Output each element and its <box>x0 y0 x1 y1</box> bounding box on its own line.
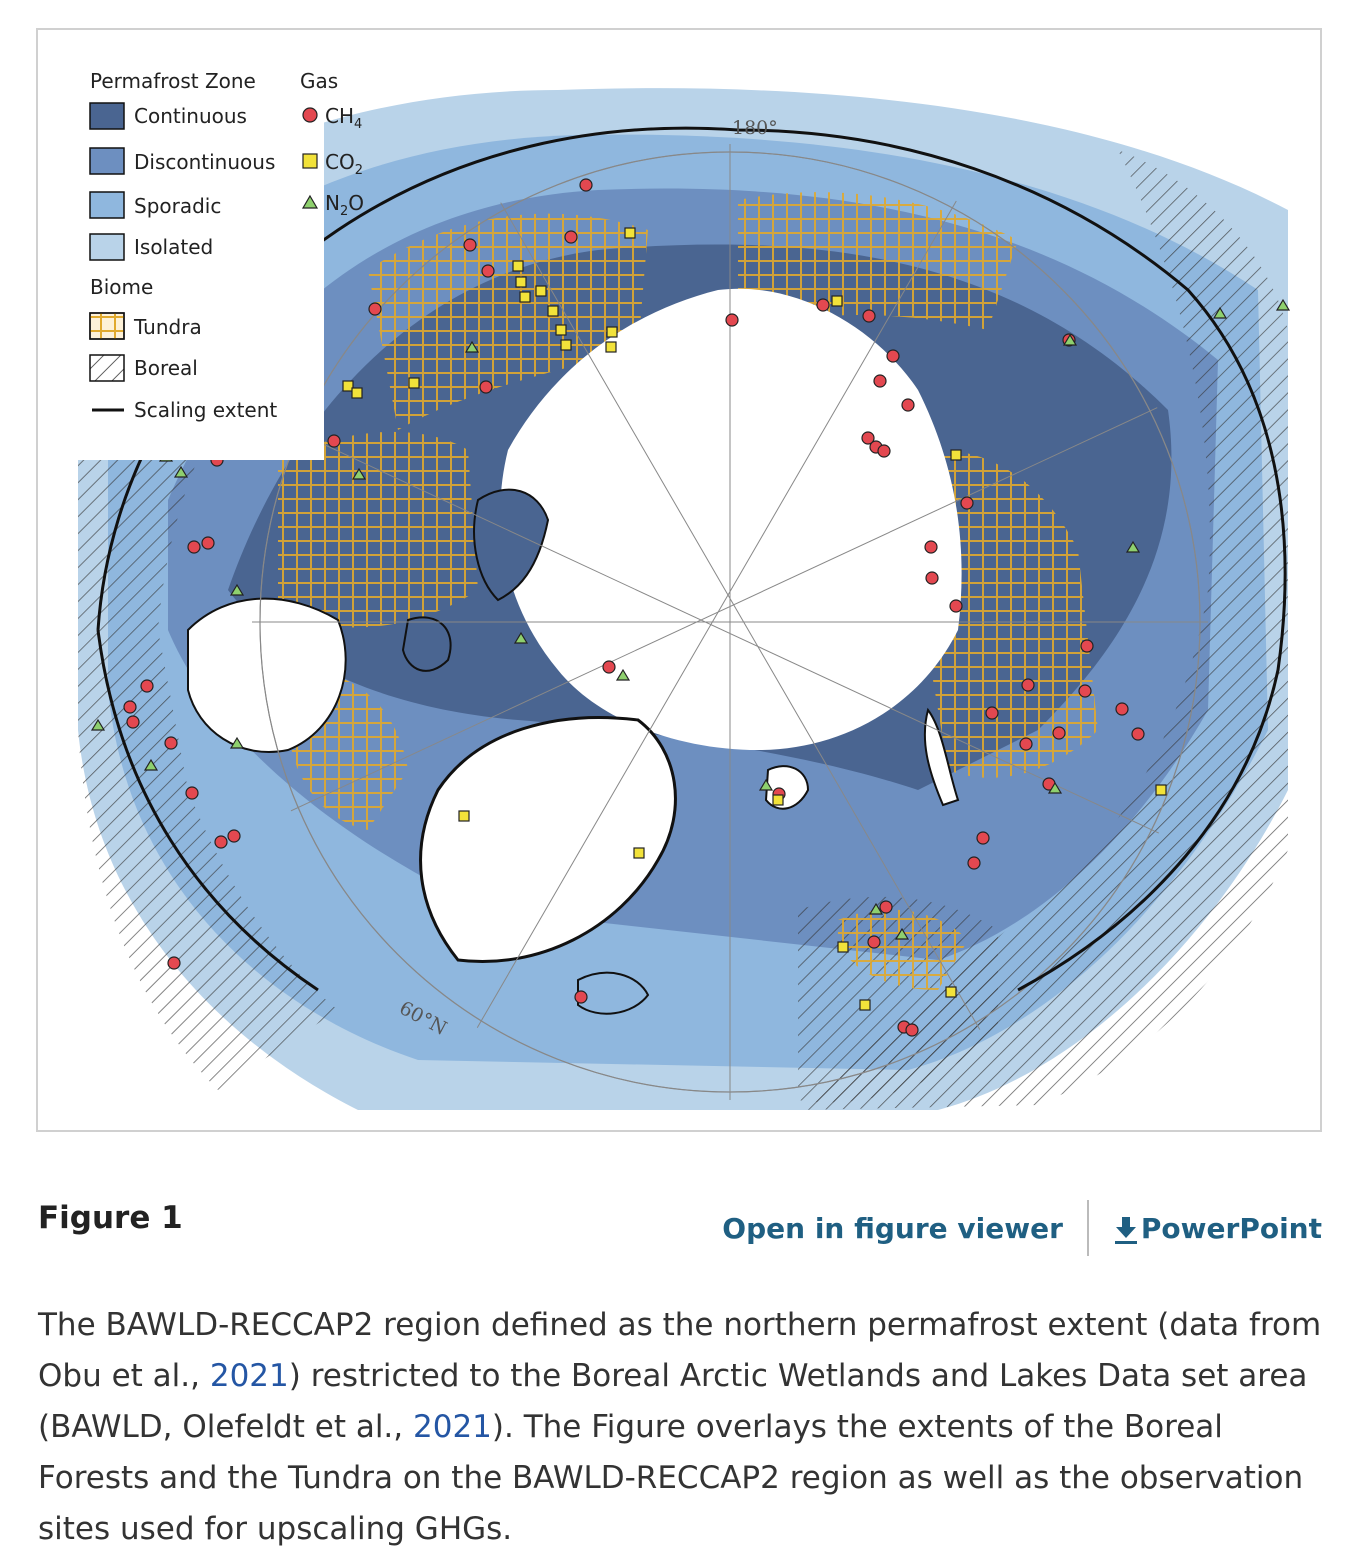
meridian-label: 180° <box>732 117 778 139</box>
legend-permafrost-title: Permafrost Zone <box>90 69 256 93</box>
legend-label-co2: $CO_2$ <box>325 150 363 178</box>
caption-ref-obu[interactable]: 2021 <box>209 1358 289 1394</box>
caption-text-2: ) restricted to the Boreal Arctic Wetlands and Lakes Data set area (BAWLD, Olefeldt et al., <box>38 1358 1308 1445</box>
caption-ref-olefeldt[interactable]: 2021 <box>413 1409 492 1445</box>
legend-label-tundra: Tundra <box>134 315 202 339</box>
figure-links <box>722 1200 1322 1256</box>
legend-label-isolated: Isolated <box>134 235 214 259</box>
arctic-map <box>38 30 1322 1132</box>
legend-ch4-marker <box>303 108 317 122</box>
link-divider <box>1087 1200 1089 1256</box>
legend-swatch-boreal <box>90 355 124 381</box>
legend-label-boreal: Boreal <box>134 356 198 380</box>
powerpoint-label: PowerPoint <box>1140 1211 1322 1245</box>
figure-title: Figure 1 <box>38 1200 183 1236</box>
legend-biome-title: Biome <box>90 275 154 299</box>
legend-swatch-sporadic <box>90 192 124 218</box>
powerpoint-download-link[interactable] <box>1113 1212 1322 1245</box>
figure-caption <box>38 1300 1338 1555</box>
legend-swatch-discontinuous <box>90 148 124 174</box>
caption-text-3: ). The Figure overlays the extents of the Boreal Forests and the Tundra on the BAWLD-RECCAP2 region as well as the observation sites used for upscaling GHGs. <box>38 1409 1304 1547</box>
caption-text-1: The BAWLD-RECCAP2 region defined as the northern permafrost extent (data from Obu et al., <box>38 1307 1322 1394</box>
download-icon <box>1113 1215 1139 1245</box>
legend-gas-title: Gas <box>300 69 339 93</box>
legend-label-continuous: Continuous <box>134 104 247 128</box>
legend-swatch-tundra <box>90 313 124 339</box>
figure-image <box>36 28 1322 1132</box>
legend-co2-marker <box>303 154 317 168</box>
legend-label-discontinuous: Discontinuous <box>134 150 276 174</box>
legend-label-ch4: $CH_4$ <box>325 104 363 132</box>
legend-label-scaling: Scaling extent <box>134 398 278 422</box>
legend-label-sporadic: Sporadic <box>134 194 222 218</box>
parallel-label: 60°N <box>395 996 451 1041</box>
legend-swatch-continuous <box>90 103 124 129</box>
archipelago-2 <box>403 617 451 671</box>
legend-label-n2o: $N_2O$ <box>325 191 364 219</box>
open-figure-viewer-link[interactable]: Open in figure viewer <box>722 1211 1063 1245</box>
legend-swatch-isolated <box>90 234 124 260</box>
